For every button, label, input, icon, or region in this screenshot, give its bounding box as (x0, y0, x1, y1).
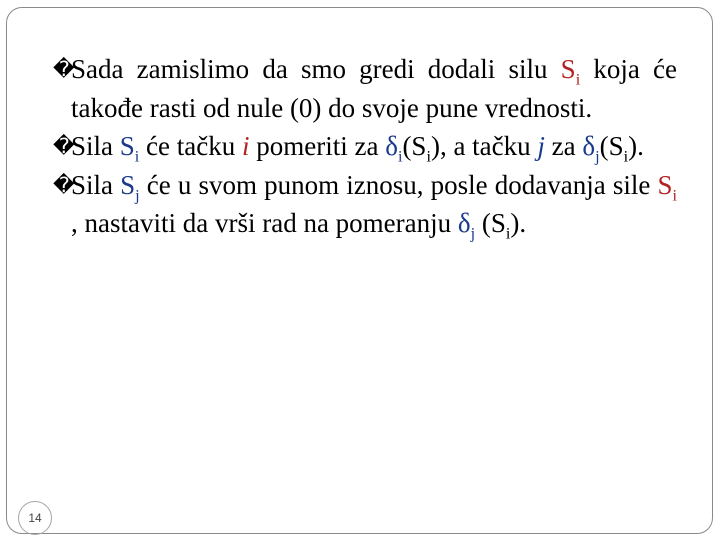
slide-number: 14 (18, 501, 52, 535)
text: $(S_i)$. (599, 131, 644, 166)
text: , nastaviti da vrši rad na pomeranju (71, 208, 458, 238)
force-symbol: $S_i$ (119, 131, 140, 166)
point-label: j (537, 131, 545, 161)
text: $(S_i)$. (475, 208, 527, 243)
text: koja će takođe rasti od nule (0) do svoje pune vrednosti. (71, 54, 678, 123)
displacement-symbol: $\delta_j$ (457, 208, 476, 243)
text: će u svom punom iznosu, posle dodavanja sile (139, 169, 658, 200)
text: će tačku (139, 131, 242, 161)
text: Sila (71, 131, 120, 161)
displacement-symbol: $\delta_j$ (582, 131, 600, 166)
displacement-symbol: $\delta_i$ (385, 131, 403, 166)
text: Sada zamislimo da smo gredi dodali silu (71, 54, 561, 84)
text: $(S_i)$, a tačku (402, 131, 538, 166)
bullet-marker-icon: � (53, 57, 75, 81)
force-symbol: $S_i$ (560, 54, 581, 89)
bullet-1 (53, 50, 677, 127)
bullet-2 (53, 127, 677, 166)
slide-body (53, 50, 677, 243)
bullet-3 (53, 166, 677, 243)
force-symbol: $S_i$ (657, 169, 677, 204)
force-symbol: $S_j$ (120, 169, 140, 204)
bullet-marker-icon: � (53, 172, 75, 197)
text: pomeriti za (249, 131, 386, 161)
bullet-marker-icon: � (53, 134, 75, 158)
text: za (544, 131, 583, 161)
point-label: i (241, 131, 250, 161)
text: Sila (71, 169, 121, 200)
slide (6, 7, 713, 534)
